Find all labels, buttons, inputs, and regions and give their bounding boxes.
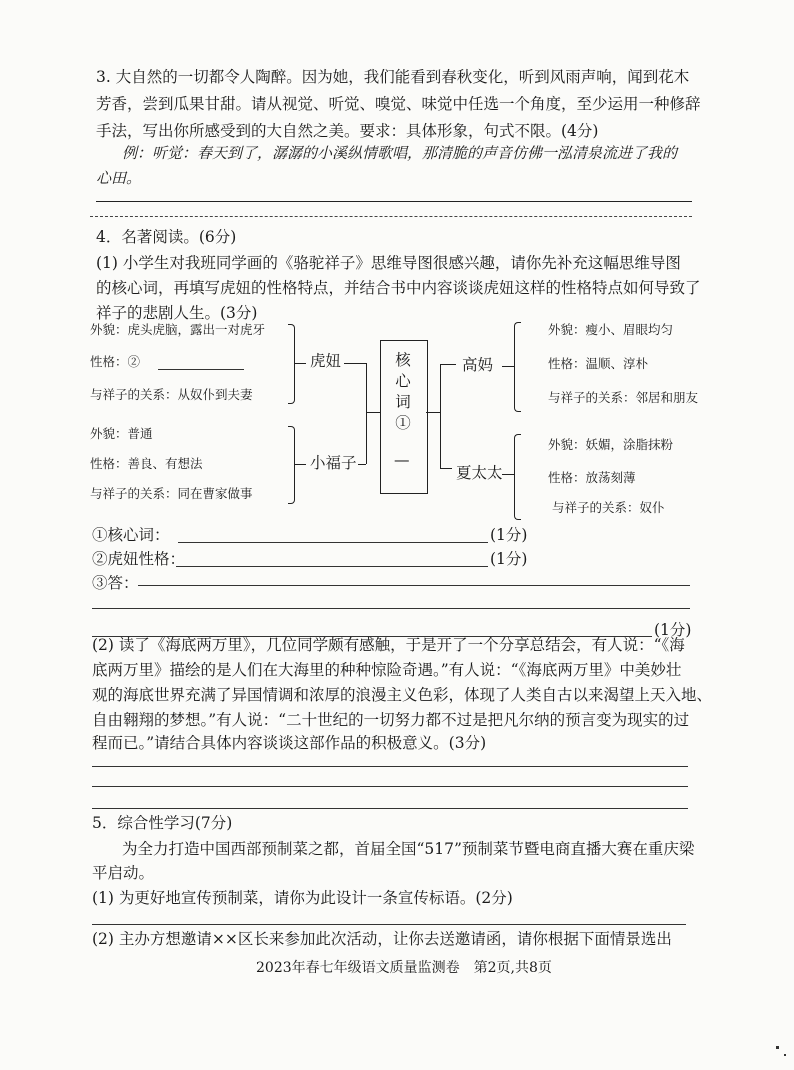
huniu-name: 虎妞 <box>310 352 342 370</box>
huniu-relation: 与祥子的关系：从奴仆到夫妻 <box>90 387 253 402</box>
core-word-label: 核心词① <box>395 351 411 432</box>
q3-line1: 3. 大自然的一切都令人陶醉。因为她，我们能看到春秋变化，听到风雨声响，闻到花木 <box>96 68 690 86</box>
q5-title: 5．综合性学习(7分) <box>92 814 233 832</box>
huniu-bracket-tip <box>294 363 306 364</box>
connector-core-to-right <box>426 412 440 413</box>
xiaofuzi-personality: 性格：善良、有想法 <box>90 456 203 471</box>
huniu-personality: 性格：② <box>90 354 141 369</box>
connector-right-vertical <box>440 364 441 468</box>
q4-part2-answer-line1[interactable] <box>92 766 688 767</box>
fill1-score: (1分) <box>490 526 528 544</box>
gaoma-name: 高妈 <box>462 356 494 374</box>
q4-part2-answer-line2[interactable] <box>92 786 688 787</box>
xiaofuzi-name: 小福子 <box>310 454 357 472</box>
q5-intro-line2: 平启动。 <box>92 864 155 882</box>
q5-sub1-answer-line[interactable] <box>92 924 686 925</box>
xia-appearance: 外貌：妖媚，涂脂抹粉 <box>548 437 674 452</box>
q5-sub1: (1) 为更好地宣传预制菜，请你为此设计一条宣传标语。(2分) <box>92 889 513 907</box>
section-separator <box>90 216 692 217</box>
xiaofuzi-bracket <box>288 426 295 504</box>
q4-part2-line3: 观的海底世界充满了异国情调和浓厚的浪漫主义色彩，体现了人类自古以来渴望上天入地、 <box>92 686 713 704</box>
fill3-blank-1[interactable] <box>138 585 690 586</box>
xia-relation: 与祥子的关系：奴仆 <box>552 500 665 515</box>
q4-part2-line1: (2) 读了《海底两万里》，几位同学颇有感触，于是开了一个分享总结会，有人说：“《海 <box>92 636 685 654</box>
q4-part2-answer-line3[interactable] <box>92 808 688 809</box>
connector-gaoma <box>440 364 456 365</box>
connector-xiaofuzi <box>358 464 366 465</box>
page-footer: 2023年春七年级语文质量监测卷 第2页,共8页 <box>256 960 552 976</box>
fill3-label: ③答： <box>92 574 139 592</box>
huniu-bracket <box>288 324 295 404</box>
gaoma-bracket <box>514 322 521 412</box>
xiaofuzi-relation: 与祥子的关系：同在曹家做事 <box>90 486 253 501</box>
q3-line3: 手法，写出你所感受到的大自然之美。要求：具体形象，句式不限。(4分) <box>96 122 599 140</box>
q5-sub2: (2) 主办方想邀请××区长来参加此次活动，让你去送邀请函，请你根据下面情景选出 <box>92 930 672 948</box>
q3-example-line2: 心田。 <box>96 169 142 187</box>
connector-huniu <box>344 363 366 364</box>
q5-intro-line1: 为全力打造中国西部预制菜之都，首届全国“517”预制菜节暨电商直播大赛在重庆梁 <box>122 840 695 858</box>
xia-bracket-tip <box>502 474 514 475</box>
xia-name: 夏太太 <box>456 464 503 482</box>
q3-line2: 芳香，尝到瓜果甘甜。请从视觉、听觉、嗅觉、味觉中任选一个角度，至少运用一种修辞 <box>96 95 701 113</box>
connector-xia <box>440 468 452 469</box>
connector-left-vertical <box>366 363 367 464</box>
q4-title: 4．名著阅读。(6分) <box>96 228 237 246</box>
q3-answer-line <box>96 201 692 202</box>
huniu-appearance: 外貌：虎头虎脑，露出一对虎牙 <box>90 322 266 337</box>
fill2-label: ②虎妞性格： <box>92 550 186 568</box>
gaoma-appearance: 外貌：瘦小、眉眼均匀 <box>548 322 674 337</box>
fill3-blank-2[interactable] <box>92 608 690 609</box>
q4-part2-line5: 程而已。”请结合具体内容谈谈这部作品的积极意义。(3分) <box>92 734 487 752</box>
q4-part1-line1: (1) 小学生对我班同学画的《骆驼祥子》思维导图很感兴趣，请你先补充这幅思维导图 <box>96 254 681 272</box>
fill2-score: (1分) <box>490 550 528 568</box>
xia-personality: 性格：放荡刻薄 <box>548 470 636 485</box>
gaoma-relation: 与祥子的关系：邻居和朋友 <box>548 390 699 405</box>
xiaofuzi-appearance: 外貌：普通 <box>90 426 153 441</box>
gaoma-bracket-tip <box>502 366 514 367</box>
xia-bracket <box>514 434 521 520</box>
q3-example-line1: 例：听觉：春天到了，潺潺的小溪纵情歌唱，那清脆的声音仿佛一泓清泉流进了我的 <box>122 144 678 162</box>
q4-part2-line4: 自由翱翔的梦想。”有人说：“二十世纪的一切努力都不过是把凡尔纳的预言变为现实的过 <box>92 711 690 729</box>
fill1-blank[interactable] <box>178 542 488 543</box>
q4-part2-line2: 底两万里》描绘的是人们在大海里的种种惊险奇遇。”有人说：“《海底两万里》中美妙壮 <box>92 661 682 679</box>
xiaofuzi-bracket-tip <box>294 464 306 465</box>
scan-speck <box>784 1054 786 1056</box>
connector-left-to-core <box>366 412 380 413</box>
gaoma-personality: 性格：温顺、淳朴 <box>548 356 649 371</box>
scan-speck <box>776 1046 779 1049</box>
fill1-label: ①核心词： <box>92 526 170 544</box>
fill2-blank[interactable] <box>176 566 488 567</box>
q4-part1-line2: 的核心词，再填写虎妞的性格特点，并结合书中内容谈谈虎妞这样的性格特点如何导致了 <box>96 279 701 297</box>
fill3-score: (1分) <box>654 621 692 639</box>
q4-part1-line3: 祥子的悲剧人生。(3分) <box>96 304 258 322</box>
core-word-dash: — <box>394 451 410 469</box>
huniu-personality-blank <box>158 369 244 370</box>
